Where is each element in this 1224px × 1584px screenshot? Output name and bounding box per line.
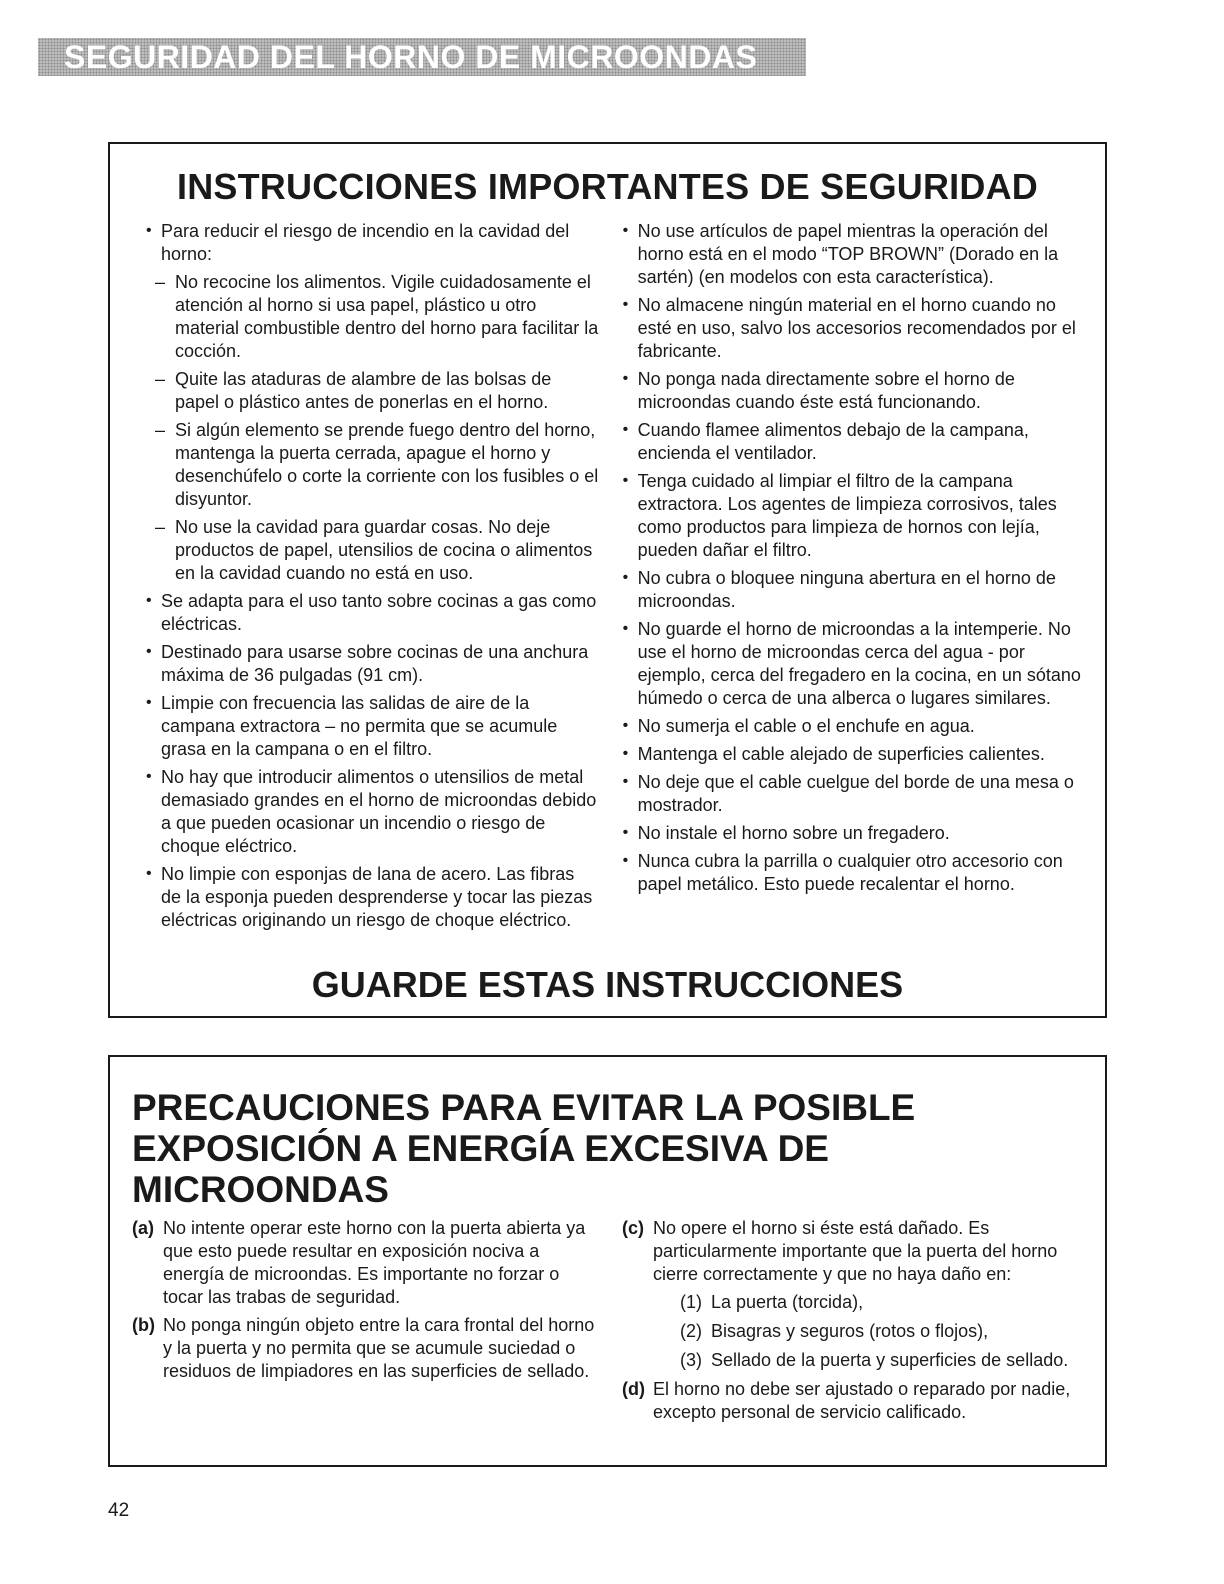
list-item: • Se adapta para el uso tanto sobre cocinas a gas como eléctricas.: [144, 590, 599, 636]
damage-subitem: [680, 1291, 1082, 1314]
list-item: • Mantenga el cable alejado de superficies calientes.: [621, 743, 1091, 766]
list-item: • Cuando flamee alimentos debajo de la campana, encienda el ventilador.: [621, 419, 1091, 465]
list-item: • No hay que introducir alimentos o utensilios de metal demasiado grandes en el horno de microondas debido a que pueden ocasionar un incendio o riesgo de choque eléctrico.: [144, 766, 599, 858]
damage-subitem: [680, 1349, 1082, 1372]
precautions-title-line: PRECAUCIONES PARA EVITAR LA POSIBLE: [132, 1087, 916, 1128]
precautions-right-column: [622, 1217, 1082, 1429]
precautions-title-line: EXPOSICIÓN A ENERGÍA EXCESIVA DE: [132, 1128, 829, 1169]
precaution-letter: (c): [622, 1218, 644, 1238]
precaution-item: [622, 1217, 1082, 1286]
section-banner: [38, 38, 806, 76]
list-item: • No cubra o bloquee ninguna abertura en el horno de microondas.: [621, 567, 1091, 613]
precautions-box: [108, 1055, 1107, 1467]
damage-subitem-number: (2): [680, 1321, 702, 1341]
damage-subitem-number: (1): [680, 1292, 702, 1312]
precaution-letter: (a): [132, 1218, 154, 1238]
list-item: • Para reducir el riesgo de incendio en la cavidad del horno:: [144, 220, 599, 266]
damage-subitem-text: Bisagras y seguros (rotos o flojos),: [711, 1321, 989, 1341]
list-item: • No use artículos de papel mientras la operación del horno está en el modo “TOP BROWN” (Dorado en la sartén) (en modelos con esta característica).: [621, 220, 1091, 289]
section-banner-title: SEGURIDAD DEL HORNO DE MICROONDAS: [64, 38, 758, 75]
list-subitem: – No recocine los alimentos. Vigile cuidadosamente el atención al horno si usa papel, plástico u otro material combustible dentro del horno para facilitar la cocción.: [144, 271, 599, 363]
list-item: • Tenga cuidado al limpiar el filtro de la campana extractora. Los agentes de limpieza corrosivos, tales como productos para limpieza de hornos con lejía, pueden dañar el filtro.: [621, 470, 1091, 562]
precautions-title-line: MICROONDAS: [132, 1169, 389, 1210]
damage-subitem-text: La puerta (torcida),: [711, 1292, 864, 1312]
list-item: • No ponga nada directamente sobre el horno de microondas cuando éste está funcionando.: [621, 368, 1091, 414]
list-subitem: – Si algún elemento se prende fuego dentro del horno, mantenga la puerta cerrada, apague el horno y desenchúfelo o corte la corriente con los fusibles o el disyuntor.: [144, 419, 599, 511]
precaution-text: No intente operar este horno con la puerta abierta ya que esto puede resultar en exposición nociva a energía de microondas. Es importante no forzar o tocar las trabas de seguridad.: [163, 1218, 586, 1307]
precaution-item: [132, 1217, 602, 1309]
list-item: • Limpie con frecuencia las salidas de aire de la campana extractora – no permita que se acumule grasa en la campana o en el filtro.: [144, 692, 599, 761]
damage-subitem-number: (3): [680, 1350, 702, 1370]
safety-right-column: [621, 220, 1091, 937]
safety-left-column: [144, 220, 599, 937]
precautions-title: [132, 1087, 1032, 1210]
precautions-left-column: [132, 1217, 602, 1429]
list-item: • No guarde el horno de microondas a la intemperie. No use el horno de microondas cerca del agua - por ejemplo, cerca del fregadero en la cocina, en un sótano húmedo o cerca de una alberca o lugares similares.: [621, 618, 1091, 710]
damage-sublist: [622, 1291, 1082, 1372]
precaution-text: No opere el horno si éste está dañado. Es particularmente importante que la puerta del horno cierre correctamente y que no haya daño en:: [653, 1218, 1058, 1284]
precaution-item: [622, 1378, 1082, 1424]
list-item: • Nunca cubra la parrilla o cualquier otro accesorio con papel metálico. Esto puede recalentar el horno.: [621, 850, 1091, 896]
safety-instructions-box: [108, 142, 1107, 1018]
precaution-letter: (d): [622, 1379, 645, 1399]
list-item: • Destinado para usarse sobre cocinas de una anchura máxima de 36 pulgadas (91 cm).: [144, 641, 599, 687]
safety-instructions-title: INSTRUCCIONES IMPORTANTES DE SEGURIDAD: [177, 166, 1038, 207]
list-subitem: – Quite las ataduras de alambre de las bolsas de papel o plástico antes de ponerlas en el horno.: [144, 368, 599, 414]
list-item: • No deje que el cable cuelgue del borde de una mesa o mostrador.: [621, 771, 1091, 817]
precaution-text: No ponga ningún objeto entre la cara frontal del horno y la puerta y no permita que se acumule suciedad o residuos de limpiadores en las superficies de sellado.: [163, 1315, 595, 1381]
damage-subitem: [680, 1320, 1082, 1343]
list-item: • No almacene ningún material en el horno cuando no esté en uso, salvo los accesorios recomendados por el fabricante.: [621, 294, 1091, 363]
save-instructions-heading: GUARDE ESTAS INSTRUCCIONES: [311, 964, 904, 1005]
list-item: • No limpie con esponjas de lana de acero. Las fibras de la esponja pueden desprenderse y tocar las piezas eléctricas originando un riesgo de choque eléctrico.: [144, 863, 599, 932]
list-subitem: – No use la cavidad para guardar cosas. No deje productos de papel, utensilios de cocina o alimentos en la cavidad cuando no está en uso.: [144, 516, 599, 585]
precaution-text: El horno no debe ser ajustado o reparado por nadie, excepto personal de servicio calificado.: [653, 1379, 1071, 1422]
page-number: 42: [108, 1500, 130, 1521]
list-item: • No sumerja el cable o el enchufe en agua.: [621, 715, 1091, 738]
precaution-item: [132, 1314, 602, 1383]
damage-subitem-text: Sellado de la puerta y superficies de sellado.: [711, 1350, 1069, 1370]
list-item: • No instale el horno sobre un fregadero.: [621, 822, 1091, 845]
precaution-letter: (b): [132, 1315, 155, 1335]
